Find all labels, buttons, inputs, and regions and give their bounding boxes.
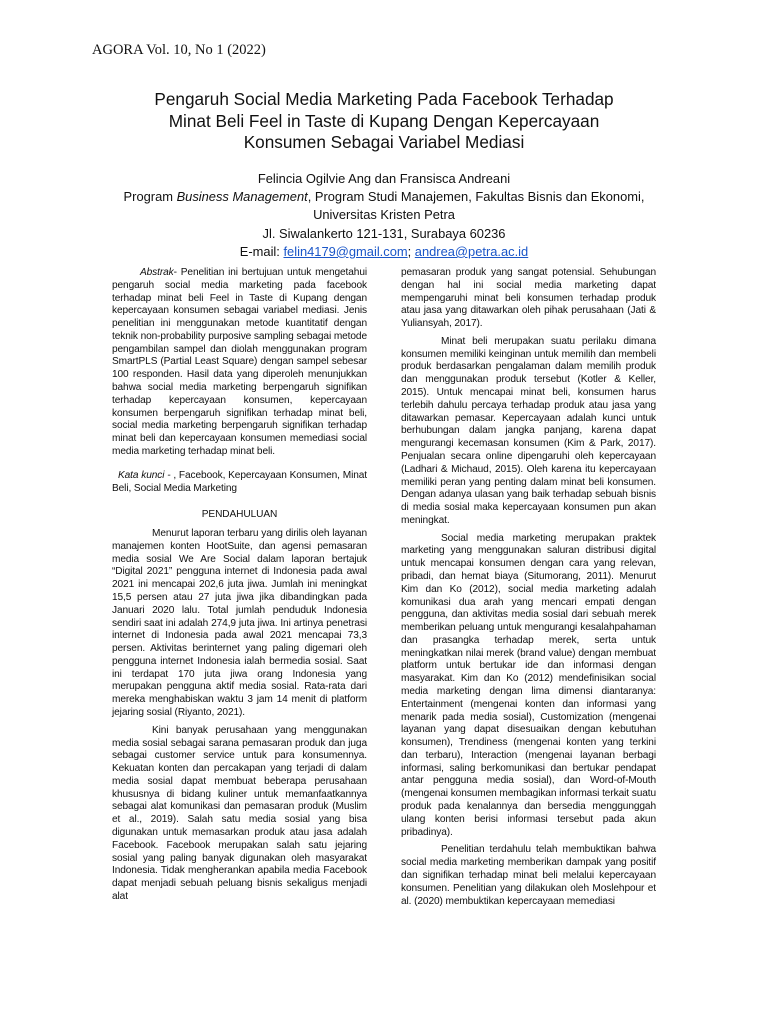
university: Universitas Kristen Petra <box>313 207 455 223</box>
title-line-2: Minat Beli Feel in Taste di Kupang Dengan Kepercayaan <box>168 110 600 131</box>
paper-title <box>100 89 668 154</box>
paragraph: Menurut laporan terbaru yang dirilis oleh layanan manajemen konten HootSuite, dan agensi pemasaran media sosial We Are Social dalam laporan bertajuk “Digital 2021” pengguna internet di Indonesia pada awal 2021 ini mencapai 202,6 juta jiwa. Jumlah ini meningkat 15,5 persen atau 27 juta jiwa jika dibandingkan pada Januari 2020 lalu. Total jumlah penduduk Indonesia sendiri saat ini adalah 274,9 juta jiwa. Ini artinya penetrasi internet di Indonesia pada awal 2021 mencapai 73,3 persen. Aktivitas berinternet yang paling digemari oleh pengguna internet Indonesia ialah bermedia sosial. Saat ini terdapat 170 juta jiwa orang Indonesia yang merupakan pengguna aktif media sosial. Rata-rata dari mereka menghabiskan waktu 3 jam 14 menit di platform jejaring sosial (Riyanto, 2021). <box>112 528 367 718</box>
address: Jl. Siwalankerto 121-131, Surabaya 60236 <box>262 225 506 241</box>
abstract-label: Abstrak <box>140 267 174 278</box>
left-column <box>112 267 367 909</box>
program-name: Business Management <box>176 189 308 205</box>
keywords-text: , Facebook, Kepercayaan Konsumen, Minat Beli, Social Media Marketing <box>112 469 367 494</box>
author-block <box>80 170 688 261</box>
authors: Felincia Ogilvie Ang dan Fransisca Andreani <box>257 171 511 186</box>
email-line <box>80 243 688 261</box>
email-link-2[interactable]: andrea@petra.ac.id <box>414 243 529 259</box>
abstract <box>112 267 367 459</box>
affiliation-rest: , Program Studi Manajemen, Fakultas Bisnis dan Ekonomi, <box>307 189 645 205</box>
email-label: E-mail: <box>239 243 284 259</box>
paragraph: Kini banyak perusahaan yang menggunakan media sosial sebagai sarana pemasaran produk dan juga sebagai customer service untuk para konsumennya. Kekuatan konten dan percakapan yang terjadi di dalam media sosial dapat membuat beberapa perusahaan khususnya di bidang kuliner untuk memanfaatkannya sebagai alat komunikasi dan pemasaran produk (Muslim et al., 2019). Salah satu media sosial yang bisa digunakan untuk memasarkan produk atau jasa adalah Facebook. Facebook merupakan salah satu jejaring sosial yang paling banyak digunakan oleh masyarakat Indonesia. Tidak mengherankan apabila media Facebook dapat menjadi sebuah peluang bisnis sekaligus menjadi alat <box>112 724 367 902</box>
title-line-1: Pengaruh Social Media Marketing Pada Facebook Terhadap <box>154 89 614 109</box>
paragraph: pemasaran produk yang sangat potensial. Sehubungan dengan hal ini social media marketing dapat mempengaruhi minat beli konsumen terhadap produk atau jasa yang ditawarkan oleh pihak perusahaan (Jati & Yuliansyah, 2017). <box>401 267 656 330</box>
section-heading: PENDAHULUAN <box>201 509 278 521</box>
paragraph: Social media marketing merupakan praktek marketing yang menggunakan saluran distribusi digital untuk mencapai konsumen dengan cara yang relevan, pribadi, dan hemat biaya (Situmorang, 2011). Menurut Kim dan Ko (2012), social media marketing adalah komunikasi dua arah yang mencari empati dengan pengguna, dan aktivitas media sosial dari sebuah merek memberikan peluang untuk mengurangi kesalahpahaman dan prasangka terhadap merek, serta untuk meningkatkan nilai merek (brand value) dengan membuat platform untuk bertukar ide dan informasi dengan masyarakat. Kim dan Ko (2012) mendefinisikan social media marketing dengan lima dimensi diantaranya: Entertainment (mengenai konten dan informasi yang menarik pada media sosial), Customization (mengenai layanan yang dapat disesuaikan dengan kebutuhan konsumen), Trendiness (mengenai konten yang terkini dan terbaru), Interaction (mengenai layanan berbagi informasi, saling berkomunikasi dan bertukar pendapat antar pengguna media sosial), dan Word-of-Mouth (mengenai konsumen membagikan informasi terkait suatu produk pada kenalannya dan bersedia menggunggah ulang konten berisi informasi tersebut pada akun pribadinya). <box>401 532 656 838</box>
title-line-3: Konsumen Sebagai Variabel Mediasi <box>243 132 525 152</box>
email-link-1[interactable]: felin4179@gmail.com <box>283 243 408 259</box>
right-column <box>401 267 656 913</box>
affiliation-line <box>80 188 688 206</box>
email-separator: ; <box>407 243 415 259</box>
paragraph: Penelitian terdahulu telah membuktikan bahwa social media marketing memberikan dampak yang positif dan signifikan terhadap minat beli melalui kepercayaan konsumen. Penelitian yang dilakukan oleh Moslehpour et al. (2020) membuktikan kepercayaan memediasi <box>401 844 656 907</box>
affiliation-prefix: Program <box>123 189 177 205</box>
paragraph: Minat beli merupakan suatu perilaku dimana konsumen memiliki keinginan untuk memilih dan membeli produk berdasarkan pengalaman dalam memilih produk dan menggunakan produk tersebut (Kotler & Keller, 2015). Untuk mencapai minat beli, konsumen harus terlebih dahulu percaya terhadap produk atau jasa yang ditawarkan pemasar. Kepercayaan adalah kunci untuk berhubungan dalam jangka panjang, karena dapat mengurangi kecemasan konsumen (Kim & Park, 2017). Penjualan secara online dipengaruhi oleh kepercayaan (Ladhari & Michaud, 2015). Oleh karena itu kepercayaan memiliki peran yang penting dalam minat beli konsumen. Dengan adanya ulasan yang baik terhadap sebuah bisnis di media sosial maka kepercayaan konsumen pun akan meningkat. <box>401 335 656 526</box>
journal-header: AGORA Vol. 10, No 1 (2022) <box>92 42 266 58</box>
abstract-text: - Penelitian ini bertujuan untuk mengetahui pengaruh social media marketing pada facebook terhadap minat beli Feel in Taste di Kupang dengan kepercayaan konsumen sebagai variabel mediasi. Jenis penelitian ini menggunakan metode kuantitatif dengan teknik non-probability purposive sampling sebagai metode pengambilan sampel dan diolah menggunakan program SmartPLS (Partial Least Square) dengan sampel sebesar 100 responden. Hasil data yang diperoleh menunjukkan bahwa social media marketing berpengaruh signifikan terhadap kepercayaan konsumen, kepercayaan konsumen berpengaruh signifikan terhadap minat beli, social media marketing berpengaruh signifikan terhadap minat beli dan kepercayaan konsumen memediasi social media marketing terhadap minat beli. <box>112 267 367 457</box>
keywords-label: Kata kunci - <box>118 469 174 481</box>
keywords <box>112 470 367 496</box>
